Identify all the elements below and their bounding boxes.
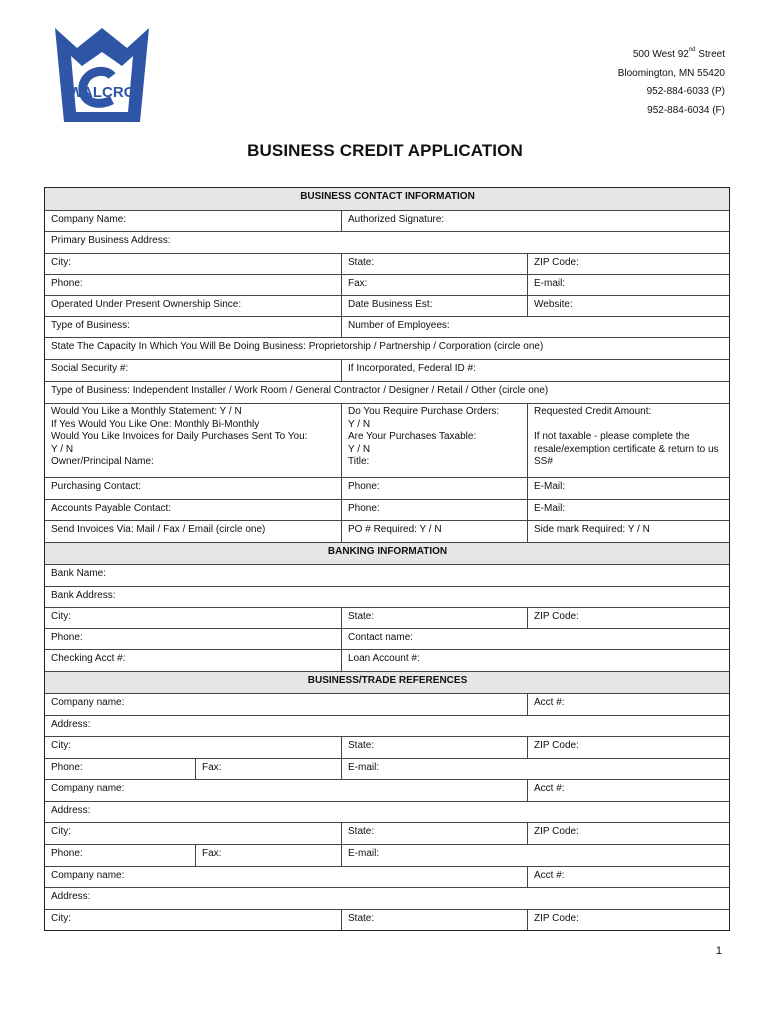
business-type-options-field[interactable]: Type of Business: Independent Installer / Work Room / General Contractor / Designer / Retail / Other (circle one) <box>51 385 549 396</box>
bank-phone-field[interactable]: Phone: <box>51 632 83 643</box>
bank-state-field[interactable]: State: <box>341 608 527 628</box>
statement-preferences-field[interactable]: Would You Like a Monthly Statement: Y / N If Yes Would You Like One: Monthly Bi-Monthly Would You Like Invoices for Daily Purchases Sent To You: Y / N Owner/Principal Name: <box>51 406 308 467</box>
ap-email-field[interactable]: E-Mail: <box>527 500 729 520</box>
section-header-references: BUSINESS/TRADE REFERENCES <box>45 671 729 693</box>
phone-field[interactable]: Phone: <box>51 278 83 289</box>
ref2-fax-field[interactable]: Fax: <box>195 845 341 866</box>
date-established-field[interactable]: Date Business Est: <box>341 296 527 316</box>
bank-address-field[interactable]: Bank Address: <box>51 590 116 601</box>
ref3-acct-field[interactable]: Acct #: <box>527 867 729 887</box>
credit-application-form <box>44 187 730 931</box>
bank-city-field[interactable]: City: <box>51 611 71 622</box>
address-fax: 952-884-6034 (F) <box>647 104 725 116</box>
section-header-banking: BANKING INFORMATION <box>45 542 729 564</box>
bank-name-field[interactable]: Bank Name: <box>51 568 107 579</box>
ref2-state-field[interactable]: State: <box>341 823 527 844</box>
bank-contact-name-field[interactable]: Contact name: <box>341 629 729 649</box>
credit-amount-field[interactable]: Requested Credit Amount: If not taxable - please complete the resale/exemption certificate & return to us SS# <box>527 404 729 477</box>
po-required-field[interactable]: PO # Required: Y / N <box>341 521 527 542</box>
ref3-state-field[interactable]: State: <box>341 910 527 930</box>
federal-id-field[interactable]: If Incorporated, Federal ID #: <box>341 360 729 381</box>
ref2-email-field[interactable]: E-mail: <box>341 845 729 866</box>
zip-field[interactable]: ZIP Code: <box>527 254 729 274</box>
purchase-orders-field[interactable]: Do You Require Purchase Orders: Y / N Are Your Purchases Taxable: Y / N Title: <box>341 404 527 477</box>
crown-logo-icon <box>52 26 152 124</box>
bank-zip-field[interactable]: ZIP Code: <box>527 608 729 628</box>
ownership-since-field[interactable]: Operated Under Present Ownership Since: <box>51 299 242 310</box>
ref1-company-name-field[interactable]: Company name: <box>51 697 125 708</box>
ref3-zip-field[interactable]: ZIP Code: <box>527 910 729 930</box>
company-name-field[interactable]: Company Name: <box>51 214 127 225</box>
ref2-city-field[interactable]: City: <box>51 826 71 837</box>
number-of-employees-field[interactable]: Number of Employees: <box>341 317 729 337</box>
ref3-city-field[interactable]: City: <box>51 913 71 924</box>
ref2-phone-field[interactable]: Phone: <box>51 848 83 859</box>
ap-contact-field[interactable]: Accounts Payable Contact: <box>51 503 172 514</box>
loan-account-field[interactable]: Loan Account #: <box>341 650 729 671</box>
ref1-phone-field[interactable]: Phone: <box>51 762 83 773</box>
purchasing-contact-field[interactable]: Purchasing Contact: <box>51 481 142 492</box>
business-capacity-field[interactable]: State The Capacity In Which You Will Be Doing Business: Proprietorship / Partnership / Corporation (circle one) <box>51 341 544 352</box>
ref2-acct-field[interactable]: Acct #: <box>527 780 729 801</box>
type-of-business-field[interactable]: Type of Business: <box>51 320 130 331</box>
address-city: Bloomington, MN 55420 <box>617 67 725 79</box>
ref1-city-field[interactable]: City: <box>51 740 71 751</box>
ap-phone-field[interactable]: Phone: <box>341 500 527 520</box>
address-phone: 952-884-6033 (P) <box>646 86 725 97</box>
page-title: BUSINESS CREDIT APPLICATION <box>247 141 523 160</box>
send-invoices-field[interactable]: Send Invoices Via: Mail / Fax / Email (circle one) <box>51 524 266 535</box>
ref3-address-field[interactable]: Address: <box>51 891 91 902</box>
svg-text:WALCRO: WALCRO <box>68 84 136 101</box>
ref1-state-field[interactable]: State: <box>341 737 527 758</box>
ref1-address-field[interactable]: Address: <box>51 719 91 730</box>
website-field[interactable]: Website: <box>527 296 729 316</box>
primary-address-field[interactable]: Primary Business Address: <box>51 235 171 246</box>
checking-account-field[interactable]: Checking Acct #: <box>51 653 126 664</box>
authorized-signature-field[interactable]: Authorized Signature: <box>341 211 729 231</box>
walcro-logo <box>52 26 152 124</box>
section-header-contact: BUSINESS CONTACT INFORMATION <box>45 188 729 210</box>
purchasing-email-field[interactable]: E-Mail: <box>527 478 729 499</box>
page-number: 1 <box>715 945 722 957</box>
city-field[interactable]: City: <box>51 257 71 268</box>
side-mark-field[interactable]: Side mark Required: Y / N <box>527 521 729 542</box>
company-address <box>618 46 725 120</box>
fax-field[interactable]: Fax: <box>341 275 527 295</box>
ref2-company-name-field[interactable]: Company name: <box>51 783 125 794</box>
social-security-field[interactable]: Social Security #: <box>51 363 129 374</box>
ref2-zip-field[interactable]: ZIP Code: <box>527 823 729 844</box>
purchasing-phone-field[interactable]: Phone: <box>341 478 527 499</box>
state-field[interactable]: State: <box>341 254 527 274</box>
ref1-fax-field[interactable]: Fax: <box>195 759 341 779</box>
ref2-address-field[interactable]: Address: <box>51 805 91 816</box>
ref3-company-name-field[interactable]: Company name: <box>51 870 125 881</box>
ref1-email-field[interactable]: E-mail: <box>341 759 729 779</box>
ref1-zip-field[interactable]: ZIP Code: <box>527 737 729 758</box>
ref1-acct-field[interactable]: Acct #: <box>527 694 729 715</box>
email-field[interactable]: E-mail: <box>527 275 729 295</box>
address-street: 500 West 92nd Street <box>632 47 725 60</box>
